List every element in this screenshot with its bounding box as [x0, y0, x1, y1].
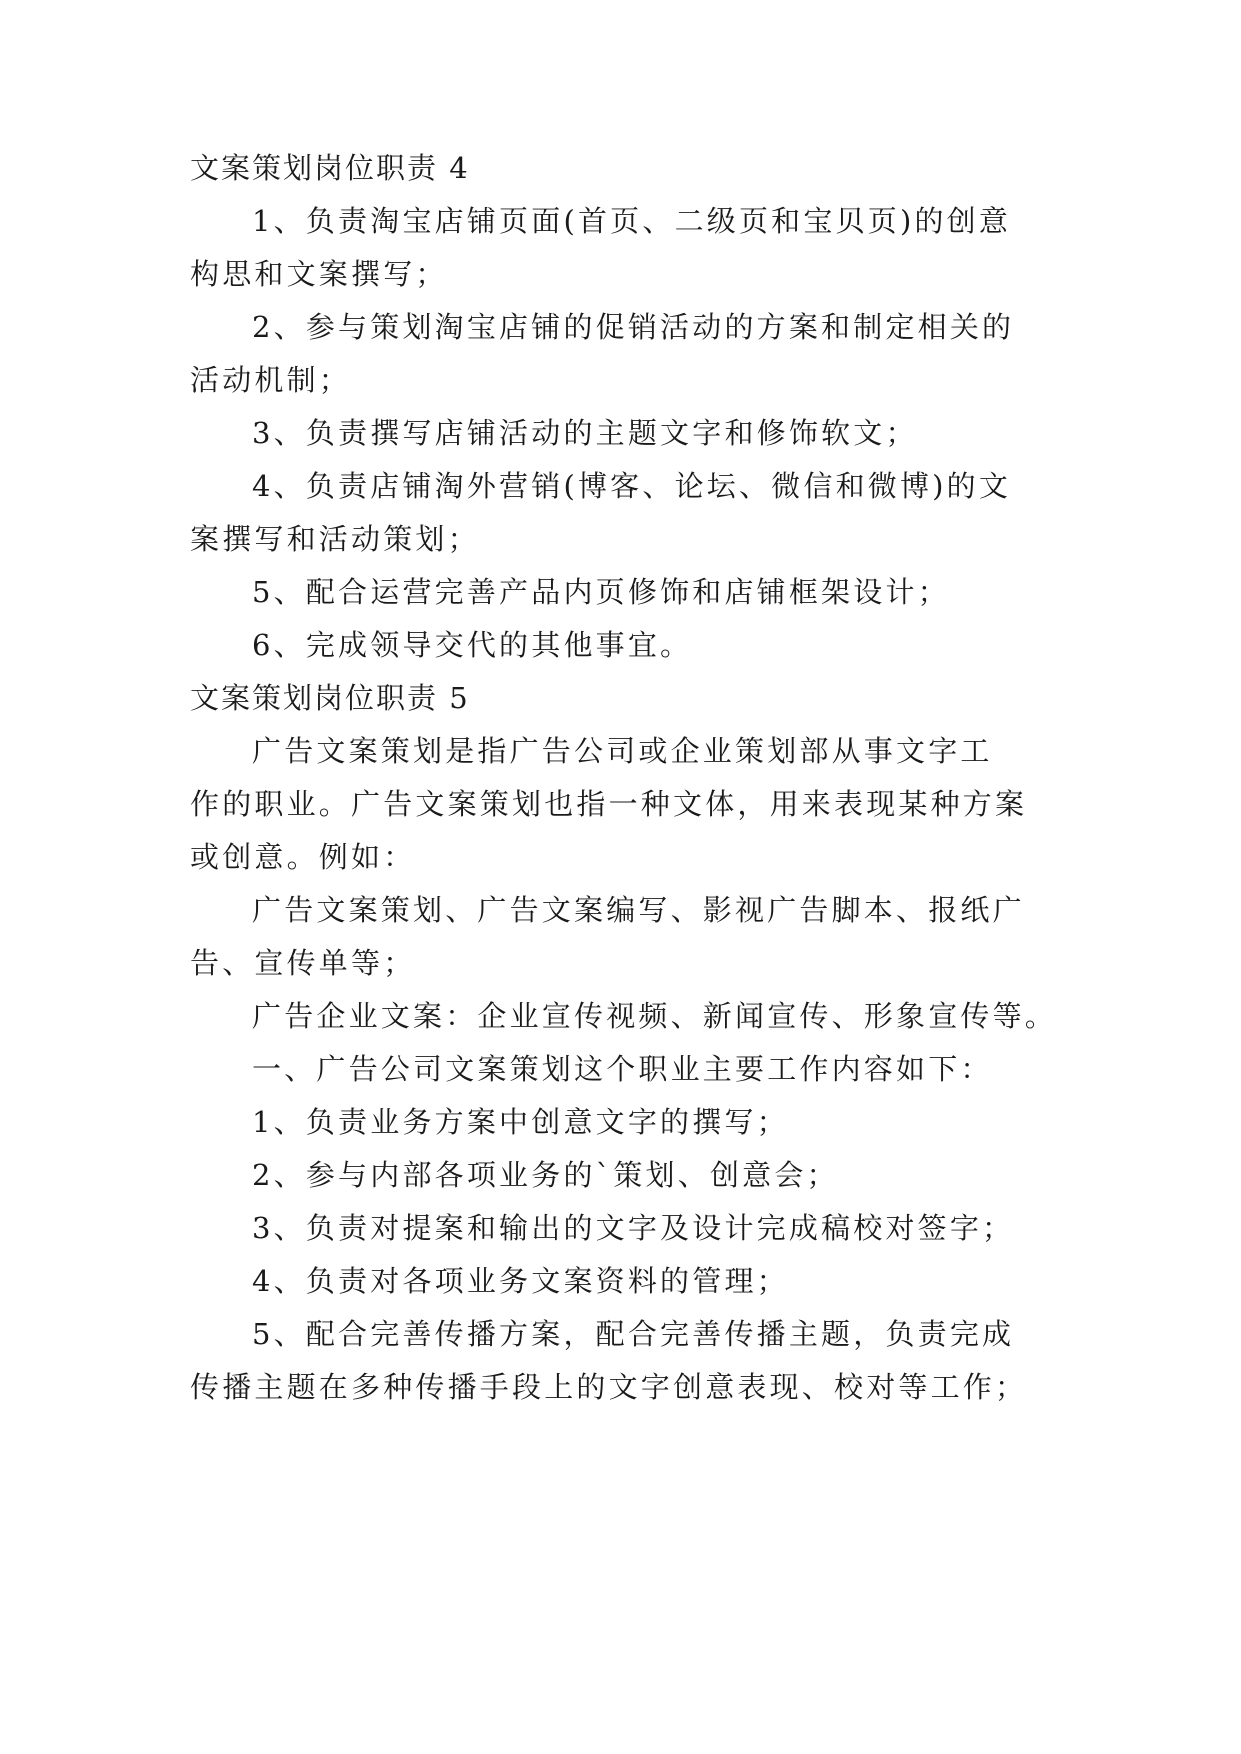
- s5-item-2: 2、参与内部各项业务的`策划、创意会；: [252, 1158, 839, 1192]
- s5-corporate-copy: 广告企业文案：企业宣传视频、新闻宣传、形象宣传等。: [252, 999, 1058, 1033]
- s4-item-2-line-2: 活动机制；: [190, 363, 352, 397]
- s4-item-4-line-2: 案撰写和活动策划；: [190, 522, 480, 556]
- s4-item-6: 6、完成领导交代的其他事宜。: [252, 628, 693, 662]
- s5-intro-line-3: 或创意。例如：: [190, 840, 416, 874]
- s5-example-line-1: 广告文案策划、广告文案编写、影视广告脚本、报纸广: [252, 893, 1025, 927]
- s4-item-5: 5、配合运营完善产品内页修饰和店铺框架设计；: [252, 575, 950, 609]
- s5-intro-line-2: 作的职业。广告文案策划也指一种文体，用来表现某种方案: [190, 787, 1028, 821]
- s5-sub-heading: 一、广告公司文案策划这个职业主要工作内容如下：: [252, 1052, 993, 1086]
- s4-item-1-line-1: 1、负责淘宝店铺页面(首页、二级页和宝贝页)的创意: [252, 204, 1012, 238]
- s5-item-4: 4、负责对各项业务文案资料的管理；: [252, 1264, 789, 1298]
- section-5-title: 文案策划岗位职责 5: [190, 681, 470, 715]
- s5-item-3: 3、负责对提案和输出的文字及设计完成稿校对签字；: [252, 1211, 1015, 1245]
- s4-item-4-line-1: 4、负责店铺淘外营销(博客、论坛、微信和微博)的文: [252, 469, 1012, 503]
- s4-item-1-line-2: 构思和文案撰写；: [190, 257, 448, 291]
- s5-intro-line-1: 广告文案策划是指广告公司或企业策划部从事文字工: [252, 734, 993, 768]
- section-4-title: 文案策划岗位职责 4: [190, 151, 470, 185]
- s5-item-5-line-2: 传播主题在多种传播手段上的文字创意表现、校对等工作；: [190, 1370, 1028, 1404]
- s5-item-1: 1、负责业务方案中创意文字的撰写；: [252, 1105, 789, 1139]
- s5-item-5-line-1: 5、配合完善传播方案，配合完善传播主题，负责完成: [252, 1317, 1015, 1351]
- s4-item-2-line-1: 2、参与策划淘宝店铺的促销活动的方案和制定相关的: [252, 310, 1015, 344]
- s4-item-3: 3、负责撰写店铺活动的主题文字和修饰软文；: [252, 416, 918, 450]
- s5-example-line-2: 告、宣传单等；: [190, 946, 416, 980]
